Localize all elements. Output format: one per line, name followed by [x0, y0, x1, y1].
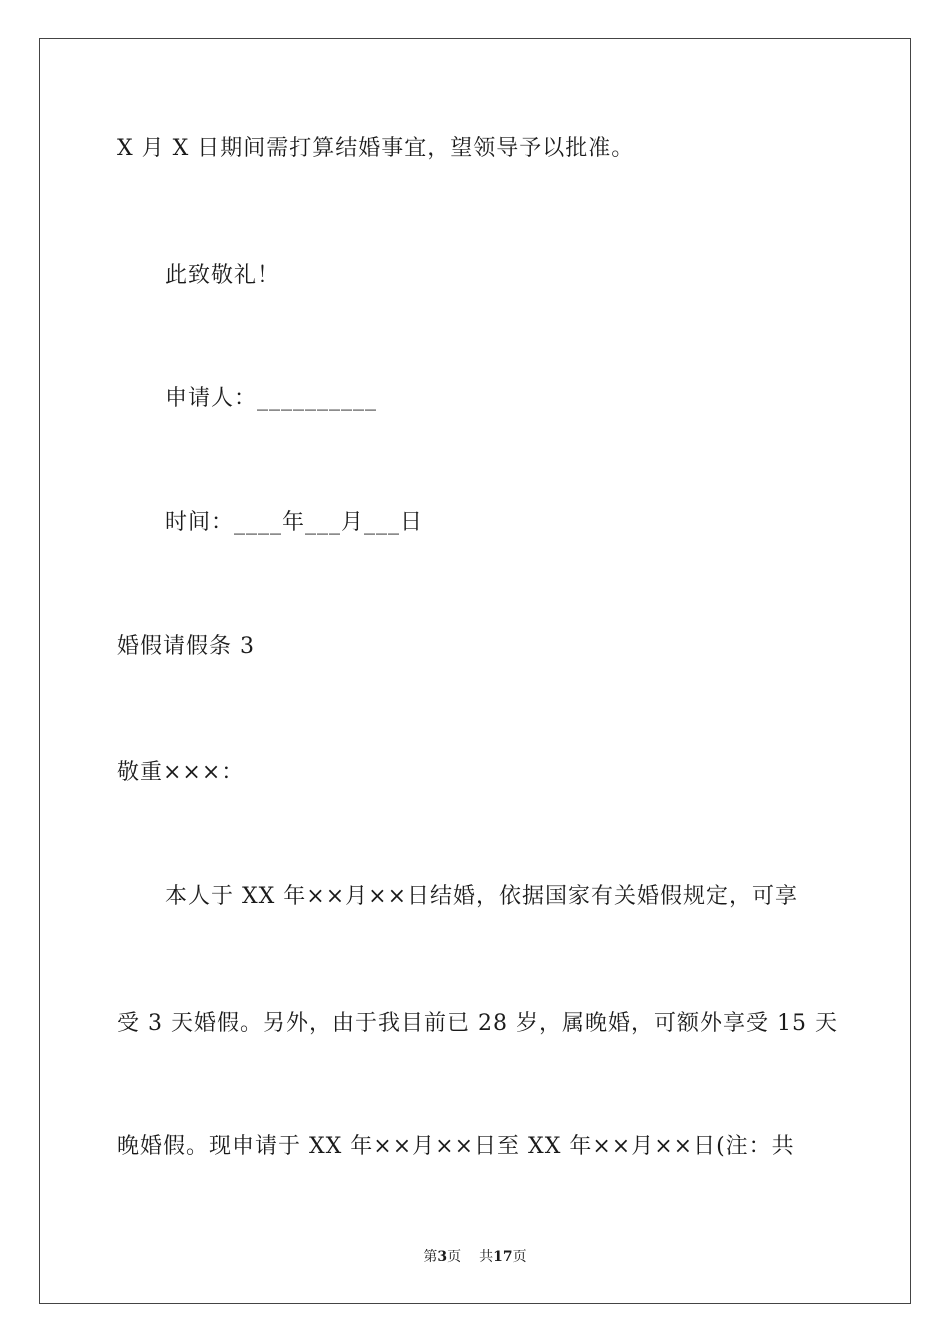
applicant-line: 申请人：__________ — [165, 386, 378, 411]
body-line-4: 晚婚假。现申请于 XX 年××月××日至 XX 年××月××日(注：共 — [117, 1134, 795, 1159]
body-line-2: 本人于 XX 年××月××日结婚，依据国家有关婚假规定，可享 — [165, 884, 799, 909]
page-frame — [39, 38, 911, 1304]
section-title: 婚假请假条 3 — [117, 634, 255, 659]
footer-page-prefix: 第 — [423, 1249, 438, 1265]
date-line: 时间：____年___月___日 — [165, 510, 424, 535]
closing-salutation: 此致敬礼！ — [165, 263, 281, 288]
footer-total-suffix: 页 — [512, 1249, 527, 1265]
footer-total-prefix: 共 — [479, 1249, 494, 1265]
body-line-3: 受 3 天婚假。另外，由于我目前已 28 岁，属晚婚，可额外享受 15 天 — [117, 1011, 838, 1036]
body-line-1: X 月 X 日期间需打算结婚事宜，望领导予以批准。 — [117, 136, 635, 161]
greeting-line: 敬重×××： — [117, 760, 245, 785]
page-footer — [0, 1247, 950, 1267]
footer-total-pages: 17 — [493, 1249, 513, 1265]
footer-page-number: 3 — [437, 1249, 448, 1265]
footer-page-suffix: 页 — [447, 1249, 462, 1265]
